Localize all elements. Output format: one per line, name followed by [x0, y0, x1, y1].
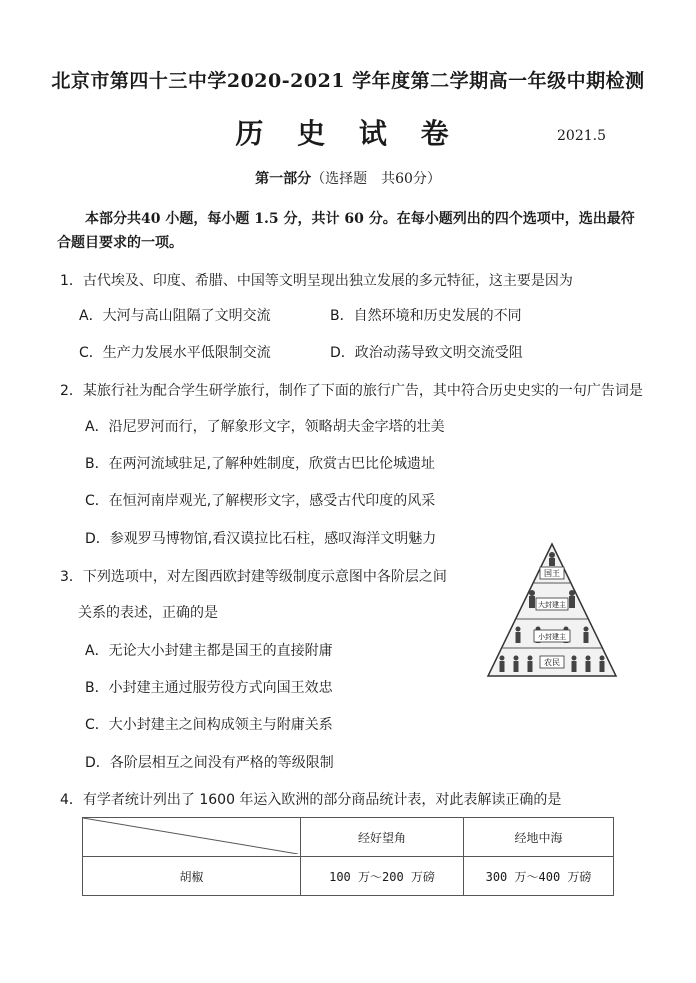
- pyramid-label-peasants: 农民: [544, 658, 560, 667]
- question-2-option-c[interactable]: C．在恒河南岸观光,了解楔形文字，感受古代印度的风采: [85, 493, 436, 509]
- pyramid-label-great-lords: 大封建主: [538, 601, 566, 609]
- pyramid-drawing: [482, 541, 622, 681]
- section-label: 第一部分: [255, 171, 312, 187]
- commodity-statistics-table: [82, 817, 614, 896]
- table-header-cape-route: 经好望角: [301, 818, 464, 857]
- instructions-part-b: 四个选项中: [494, 211, 565, 227]
- table-cell-cape-value: 100 万～200 万磅: [301, 857, 464, 896]
- question-3-stem-line2: 关系的表述，正确的是: [78, 605, 218, 621]
- exam-subject-title: 历 史 试 卷: [235, 117, 461, 150]
- table-corner-cell: [83, 818, 301, 857]
- table-header-mediterranean-route: 经地中海: [464, 818, 614, 857]
- instructions: [57, 207, 647, 255]
- question-2-option-a[interactable]: A．沿尼罗河而行，了解象形文字，领略胡夫金字塔的壮美: [85, 419, 445, 435]
- question-3-option-b[interactable]: B．小封建主通过服劳役方式向国王效忠: [85, 680, 333, 696]
- instructions-part-c: ，选出最符合题目要求的一项。: [57, 211, 635, 251]
- exam-date: 2021.5: [557, 128, 606, 144]
- table-header-row: [83, 818, 614, 857]
- section-note: （选择题 共60分）: [311, 171, 441, 187]
- question-1-stem: 1．古代埃及、印度、希腊、中国等文明呈现出独立发展的多元特征，这主要是因为: [60, 273, 573, 289]
- question-1-option-c[interactable]: C．生产力发展水平低限制交流: [79, 345, 271, 361]
- question-2-stem: 2．某旅行社为配合学生研学旅行，制作了下面的旅行广告，其中符合历史史实的一句广告词是: [60, 383, 643, 399]
- pyramid-label-lesser-lords: 小封建主: [538, 633, 566, 641]
- table-cell-commodity: 胡椒: [83, 857, 301, 896]
- instructions-part-a: 本部分共40 小题，每小题 1.5 分，共计 60 分。在每小题列出的: [85, 211, 495, 227]
- question-2-option-d[interactable]: D．参观罗马博物馆,看汉谟拉比石柱，感叹海洋文明魅力: [85, 531, 437, 547]
- section-heading: [0, 168, 696, 188]
- question-4-stem: 4．有学者统计列出了 1600 年运入欧洲的部分商品统计表，对此表解读正确的是: [60, 792, 562, 808]
- question-3-option-d[interactable]: D．各阶层相互之间没有严格的等级限制: [85, 755, 334, 771]
- question-1-option-a[interactable]: A．大河与高山阻隔了文明交流: [79, 308, 271, 324]
- table-cell-mediterranean-value: 300 万～400 万磅: [464, 857, 614, 896]
- table-row: [83, 857, 614, 896]
- table-diagonal-line: [83, 818, 298, 854]
- question-3-option-c[interactable]: C．大小封建主之间构成领主与附庸关系: [85, 717, 333, 733]
- question-3-stem-line1: 3．下列选项中，对左图西欧封建等级制度示意图中各阶层之间: [60, 569, 447, 585]
- question-1-option-b[interactable]: B．自然环境和历史发展的不同: [330, 308, 522, 324]
- pyramid-label-king: 国王: [544, 569, 560, 578]
- exam-header-title: 北京市第四十三中学2020-2021 学年度第二学期高一年级中期检测: [51, 70, 645, 92]
- question-3-option-a[interactable]: A．无论大小封建主都是国王的直接附庸: [85, 643, 333, 659]
- question-2-option-b[interactable]: B．在两河流域驻足,了解种姓制度，欣赏古巴比伦城遗址: [85, 456, 436, 472]
- feudal-hierarchy-pyramid-figure: [482, 541, 622, 681]
- question-1-option-d[interactable]: D．政治动荡导致文明交流受阻: [330, 345, 523, 361]
